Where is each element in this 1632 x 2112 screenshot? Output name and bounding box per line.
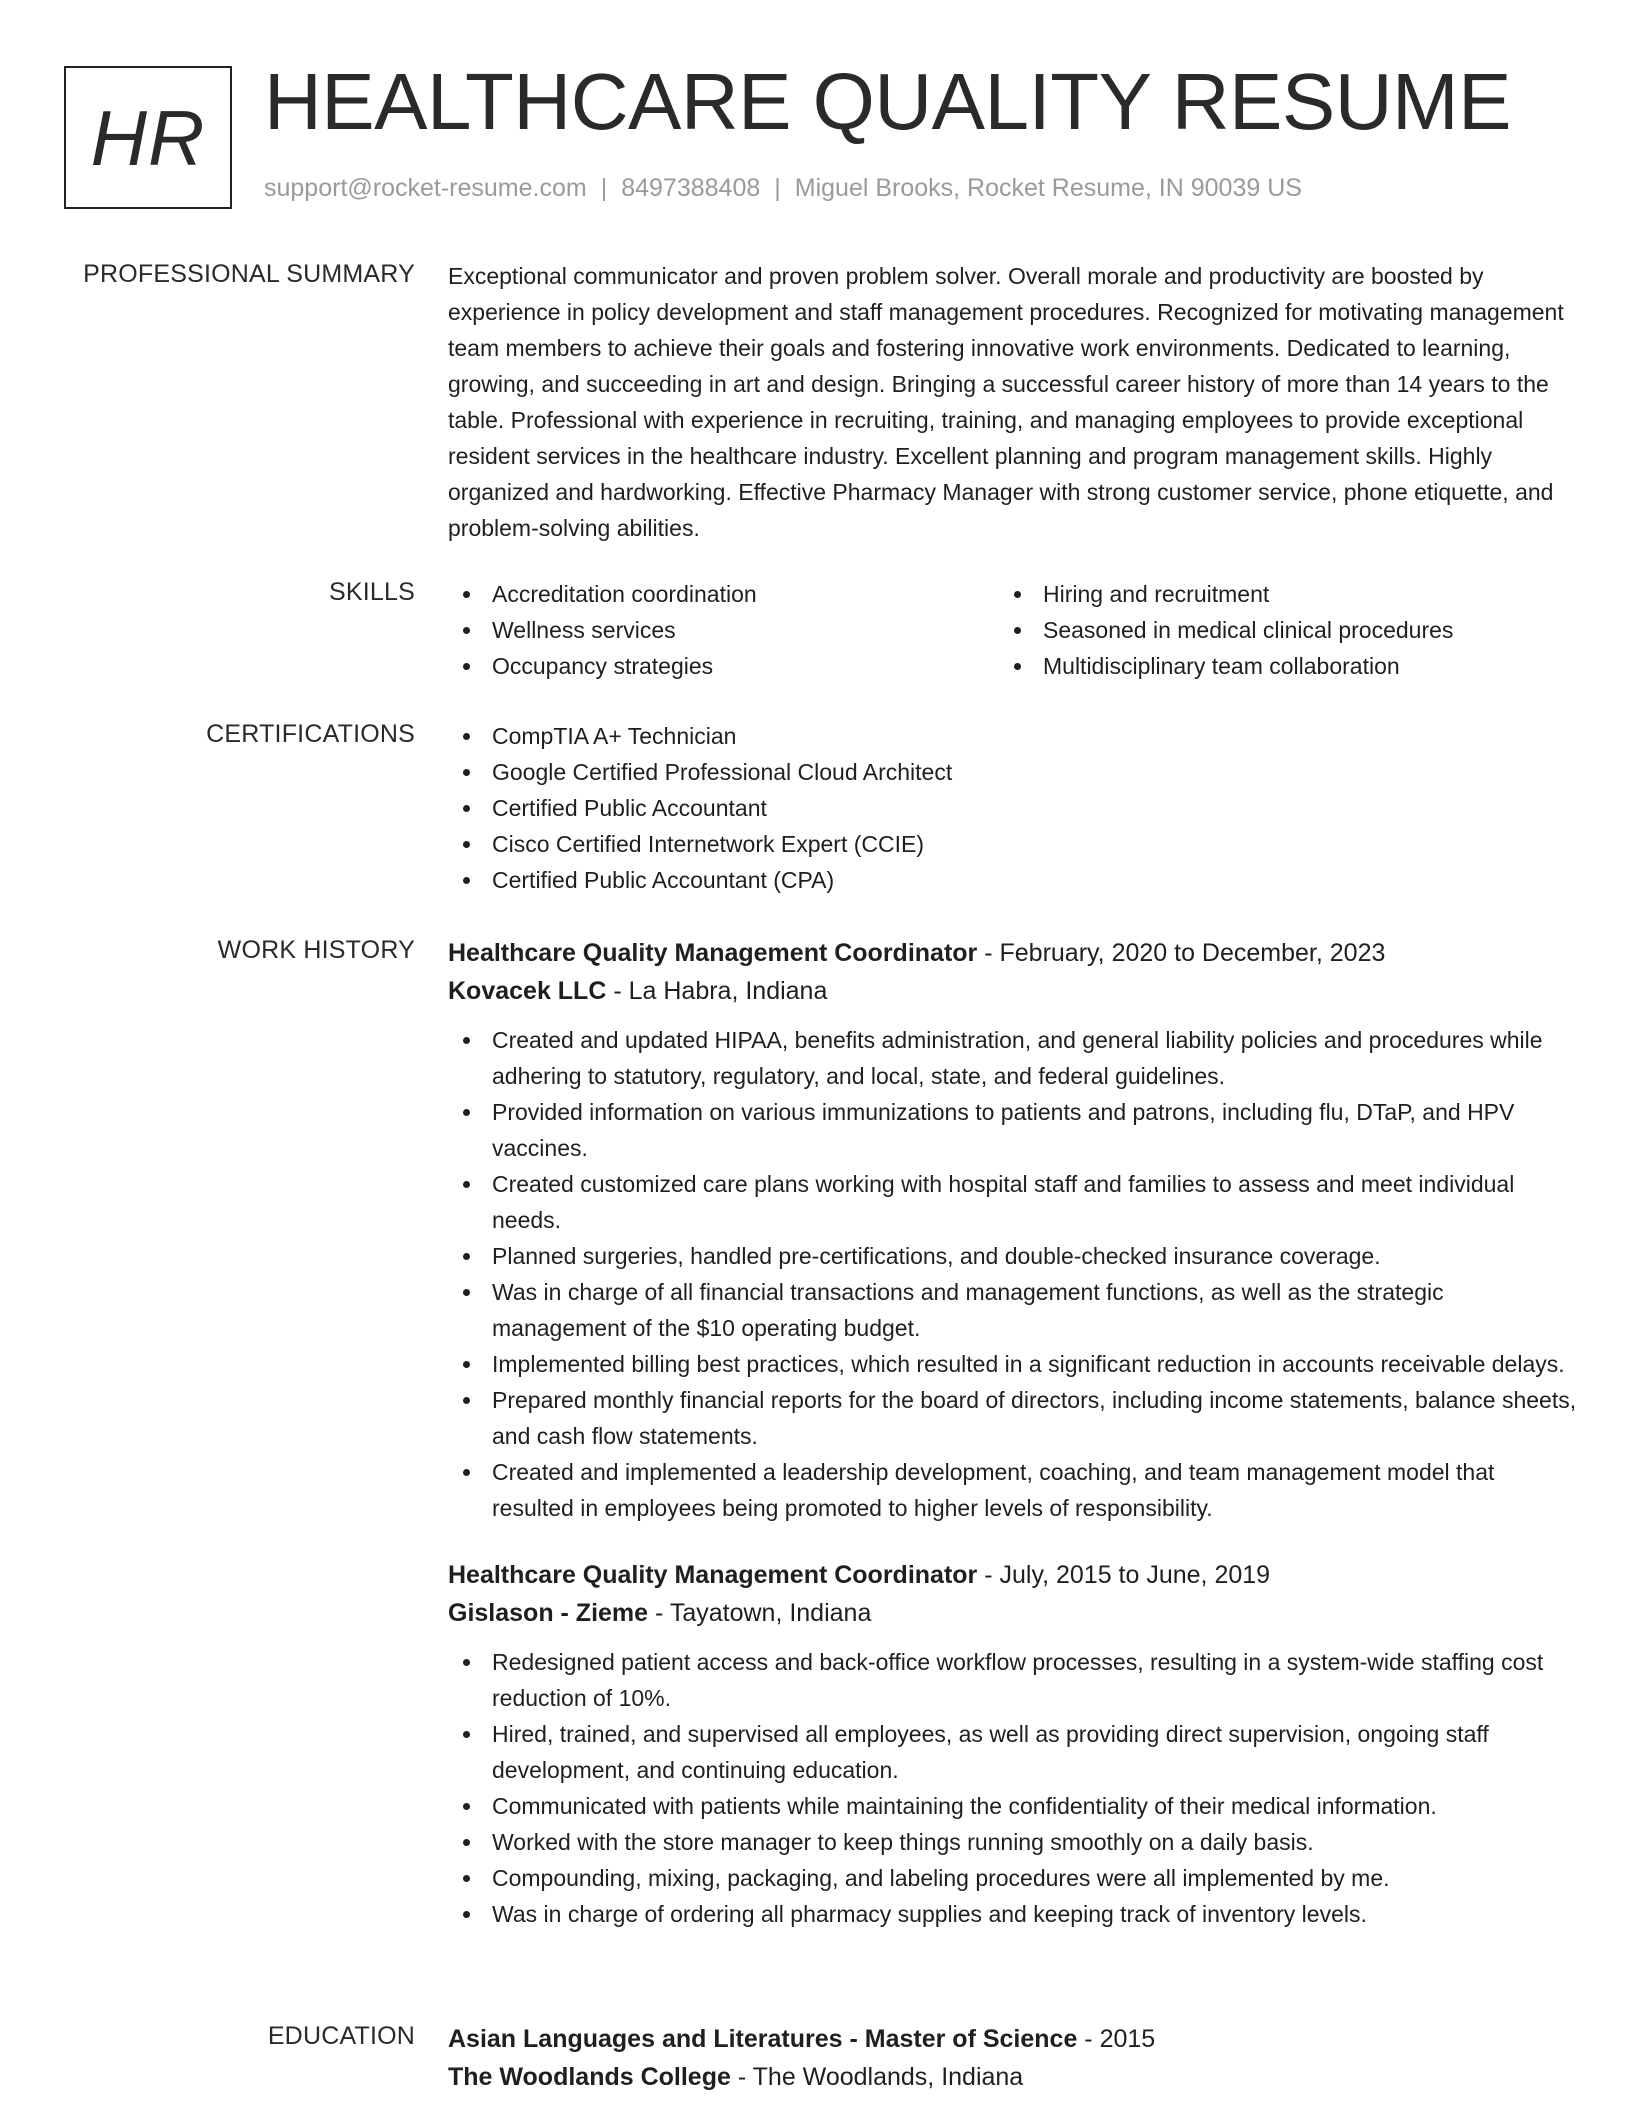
skill-item: Wellness services	[448, 612, 999, 648]
school-location: - The Woodlands, Indiana	[730, 2063, 1024, 2091]
job-bullet: Implemented billing best practices, which resulted in a significant reduction in accounts receivable delays.	[448, 1346, 1578, 1382]
graduation-year: - 2015	[1077, 2025, 1156, 2053]
school-line	[448, 2058, 1578, 2096]
section-heading-summary: PROFESSIONAL SUMMARY	[83, 260, 415, 288]
work-history-body	[448, 934, 1578, 1932]
school-name: The Woodlands College	[448, 2063, 731, 2091]
skill-item: Hiring and recruitment	[999, 576, 1550, 612]
job-bullet: Provided information on various immunizations to patients and patrons, including flu, DTaP, and HPV vaccines.	[448, 1094, 1578, 1166]
job-title: Healthcare Quality Management Coordinator	[448, 1561, 978, 1589]
resume-header	[64, 57, 1574, 210]
skills-list-left	[448, 576, 999, 684]
certifications-body	[448, 718, 1578, 898]
initials-text: HR	[90, 94, 206, 182]
skill-item: Accreditation coordination	[448, 576, 999, 612]
certification-item: CompTIA A+ Technician	[448, 718, 1578, 754]
company-location: - Tayatown, Indiana	[648, 1599, 872, 1627]
skills-body	[448, 576, 1578, 684]
contact-separator: |	[600, 174, 608, 202]
contact-separator: |	[774, 174, 781, 202]
company-name: Gislason - Zieme	[448, 1599, 649, 1627]
job-title-line	[448, 1556, 1578, 1594]
resume-title: HEALTHCARE QUALITY RESUME	[264, 57, 1512, 146]
company-name: Kovacek LLC	[448, 977, 607, 1005]
job-dates: - July, 2015 to June, 2019	[977, 1561, 1271, 1589]
job-entry	[448, 934, 1578, 1526]
job-bullets	[448, 1022, 1578, 1526]
section-heading-work-history: WORK HISTORY	[217, 936, 415, 964]
certifications-list	[448, 718, 1578, 898]
job-bullet: Prepared monthly financial reports for the board of directors, including income statements, balance sheets, and cash flow statements.	[448, 1382, 1578, 1454]
skills-list-right	[999, 576, 1550, 684]
skills-grid	[448, 576, 1578, 684]
email-link[interactable]: support@rocket-resume.com	[264, 174, 587, 202]
section-heading-skills: SKILLS	[329, 578, 415, 606]
certification-item: Google Certified Professional Cloud Architect	[448, 754, 1578, 790]
job-bullet: Hired, trained, and supervised all employees, as well as providing direct supervision, ongoing staff development, and continuing education.	[448, 1716, 1578, 1788]
initials-logo	[64, 66, 232, 209]
skill-item: Seasoned in medical clinical procedures	[999, 612, 1550, 648]
job-bullet: Created and updated HIPAA, benefits administration, and general liability policies and procedures while adhering to statutory, regulatory, and local, state, and federal guidelines.	[448, 1022, 1578, 1094]
address: Miguel Brooks, Rocket Resume, IN 90039 US	[794, 174, 1302, 202]
job-bullet: Planned surgeries, handled pre-certifications, and double-checked insurance coverage.	[448, 1238, 1578, 1274]
job-entry	[448, 1556, 1578, 1932]
job-title-line	[448, 934, 1578, 972]
job-bullet: Redesigned patient access and back-office workflow processes, resulting in a system-wide staffing cost reduction of 10%.	[448, 1644, 1578, 1716]
degree-name: Asian Languages and Literatures - Master of Science	[448, 2025, 1078, 2053]
job-bullet: Worked with the store manager to keep things running smoothly on a daily basis.	[448, 1824, 1578, 1860]
degree-line	[448, 2020, 1578, 2058]
certification-item: Certified Public Accountant (CPA)	[448, 862, 1578, 898]
summary-text: Exceptional communicator and proven problem solver. Overall morale and productivity are boosted by experience in policy development and staff management procedures. Recognized for motivating management team members to achieve their goals and fostering innovative work environments. Dedicated to learning, growing, and succeeding in art and design. Bringing a successful career history of more than 14 years to the table. Professional with experience in recruiting, training, and managing employees to provide exceptional resident services in the healthcare industry. Excellent planning and program management skills. Highly organized and hardworking. Effective Pharmacy Manager with strong customer service, phone etiquette, and problem-solving abilities.	[448, 263, 1564, 541]
contact-line	[264, 174, 1302, 203]
job-bullet: Was in charge of all financial transactions and management functions, as well as the strategic management of the $10 operating budget.	[448, 1274, 1578, 1346]
job-bullets	[448, 1644, 1578, 1932]
job-bullet: Communicated with patients while maintaining the confidentiality of their medical information.	[448, 1788, 1578, 1824]
phone-number: 8497388408	[621, 174, 761, 202]
company-line	[448, 1594, 1578, 1632]
certification-item: Cisco Certified Internetwork Expert (CCIE)	[448, 826, 1578, 862]
job-title: Healthcare Quality Management Coordinator	[448, 939, 978, 967]
company-location: - La Habra, Indiana	[606, 977, 828, 1005]
section-heading-education: EDUCATION	[267, 2022, 415, 2050]
certification-item: Certified Public Accountant	[448, 790, 1578, 826]
section-heading-certifications: CERTIFICATIONS	[206, 720, 415, 748]
education-body	[448, 2020, 1578, 2096]
job-dates: - February, 2020 to December, 2023	[977, 939, 1386, 967]
job-bullet: Was in charge of ordering all pharmacy supplies and keeping track of inventory levels.	[448, 1896, 1578, 1932]
job-bullet: Created customized care plans working with hospital staff and families to assess and meet individual needs.	[448, 1166, 1578, 1238]
skill-item: Multidisciplinary team collaboration	[999, 648, 1550, 684]
company-line	[448, 972, 1578, 1010]
skill-item: Occupancy strategies	[448, 648, 999, 684]
job-bullet: Compounding, mixing, packaging, and labeling procedures were all implemented by me.	[448, 1860, 1578, 1896]
job-bullet: Created and implemented a leadership development, coaching, and team management model that resulted in employees being promoted to higher levels of responsibility.	[448, 1454, 1578, 1526]
